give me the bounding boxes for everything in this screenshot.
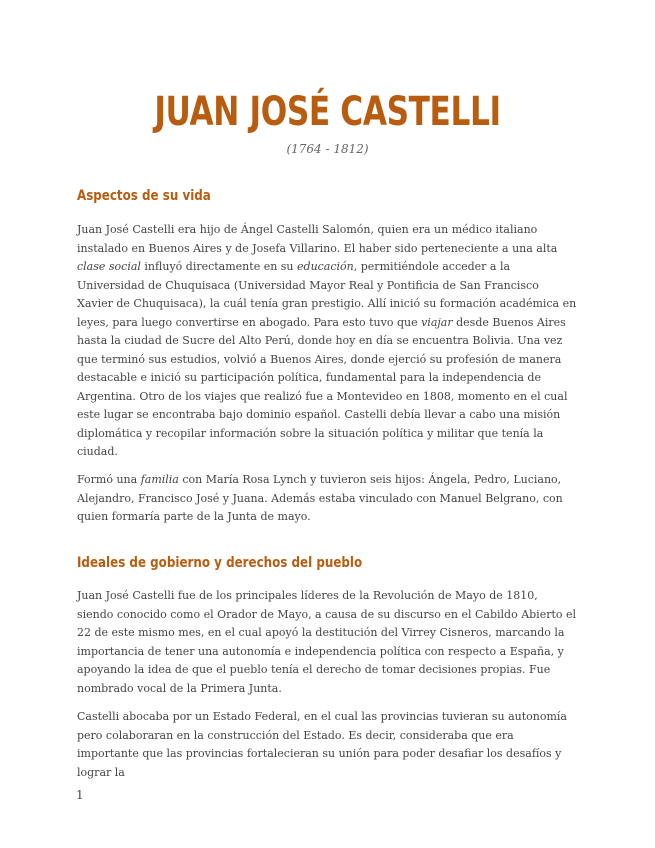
text-run: , permitiéndole acceder a la Universidad de Chuquisaca (Universidad Mayor Real y Pontificia de San Francisco Xavier de Chuquisaca), la cuál tenía gran prestigio. Allí inició su formación académica en leyes, para luego convertirse en abogado. Para esto tuvo que (77, 260, 577, 329)
section-heading-life: Aspectos de su vida (77, 188, 211, 204)
italic-text: educación (297, 260, 354, 273)
text-run: influyó directamente en su (140, 260, 298, 273)
paragraph-biography (77, 221, 577, 462)
page-title: JUAN JOSÉ CASTELLI (154, 89, 501, 135)
paragraph-family (77, 471, 577, 527)
life-dates: (1764 - 1812) (286, 142, 369, 156)
paragraph-federal-state: Castelli abocaba por un Estado Federal, en el cual las provincias tuvieran su autonomía pero colaboraran en la construcción del Estado. Es decir, consideraba que era importante que las provincias fortalecieran su unión para poder desafiar los desafíos y lograr la (77, 710, 567, 779)
page-number: 1 (76, 788, 84, 802)
italic-text: familia (140, 473, 179, 486)
italic-text: viajar (421, 315, 453, 329)
italic-text: clase social (77, 260, 141, 273)
paragraph-revolution: Juan José Castelli fue de los principales líderes de la Revolución de Mayo de 1810, siendo conocido como el Orador de Mayo, a causa de su discurso en el Cabildo Abierto el 22 de este mismo mes, en el cual apoyó la destitución del Virrey Cisneros, marcando la importancia de tener una autonomía e independencia política con respecto a España, y apoyando la idea de que el pueblo tenía el derecho de tomar decisiones propias. Fue nombrado vocal de la Primera Junta. (77, 589, 577, 695)
text-run: con María Rosa Lynch y tuvieron seis hijos: Ángela, Pedro, Luciano, Alejandro, Francisco José y Juana. Además estaba vinculado con Manuel Belgrano, con quien formaría parte de la Junta de mayo. (77, 473, 563, 523)
text-run: Formó una (77, 473, 141, 486)
section-heading-ideals: Ideales de gobierno y derechos del pueblo (77, 555, 363, 571)
text-run: Juan José Castelli era hijo de Ángel Castelli Salomón, quien era un médico italiano instalado en Buenos Aires y de Josefa Villarino. El haber sido perteneciente a una alta (77, 223, 558, 255)
text-run: desde Buenos Aires hasta la ciudad de Sucre del Alto Perú, donde hoy en día se encuentra Bolivia. Una vez que terminó sus estudios, volvió a Buenos Aires, donde ejerció su profesión de manera destacable e inició su participación política, fundamental para la independencia de Argentina. Otro de los viajes que realizó fue a Montevideo en 1808, momento en el cual este lugar se encontraba bajo dominio español. Castelli debía llevar a cabo una misión diplomática y recopilar información sobre la situación política y militar que tenía la ciudad. (77, 315, 568, 458)
